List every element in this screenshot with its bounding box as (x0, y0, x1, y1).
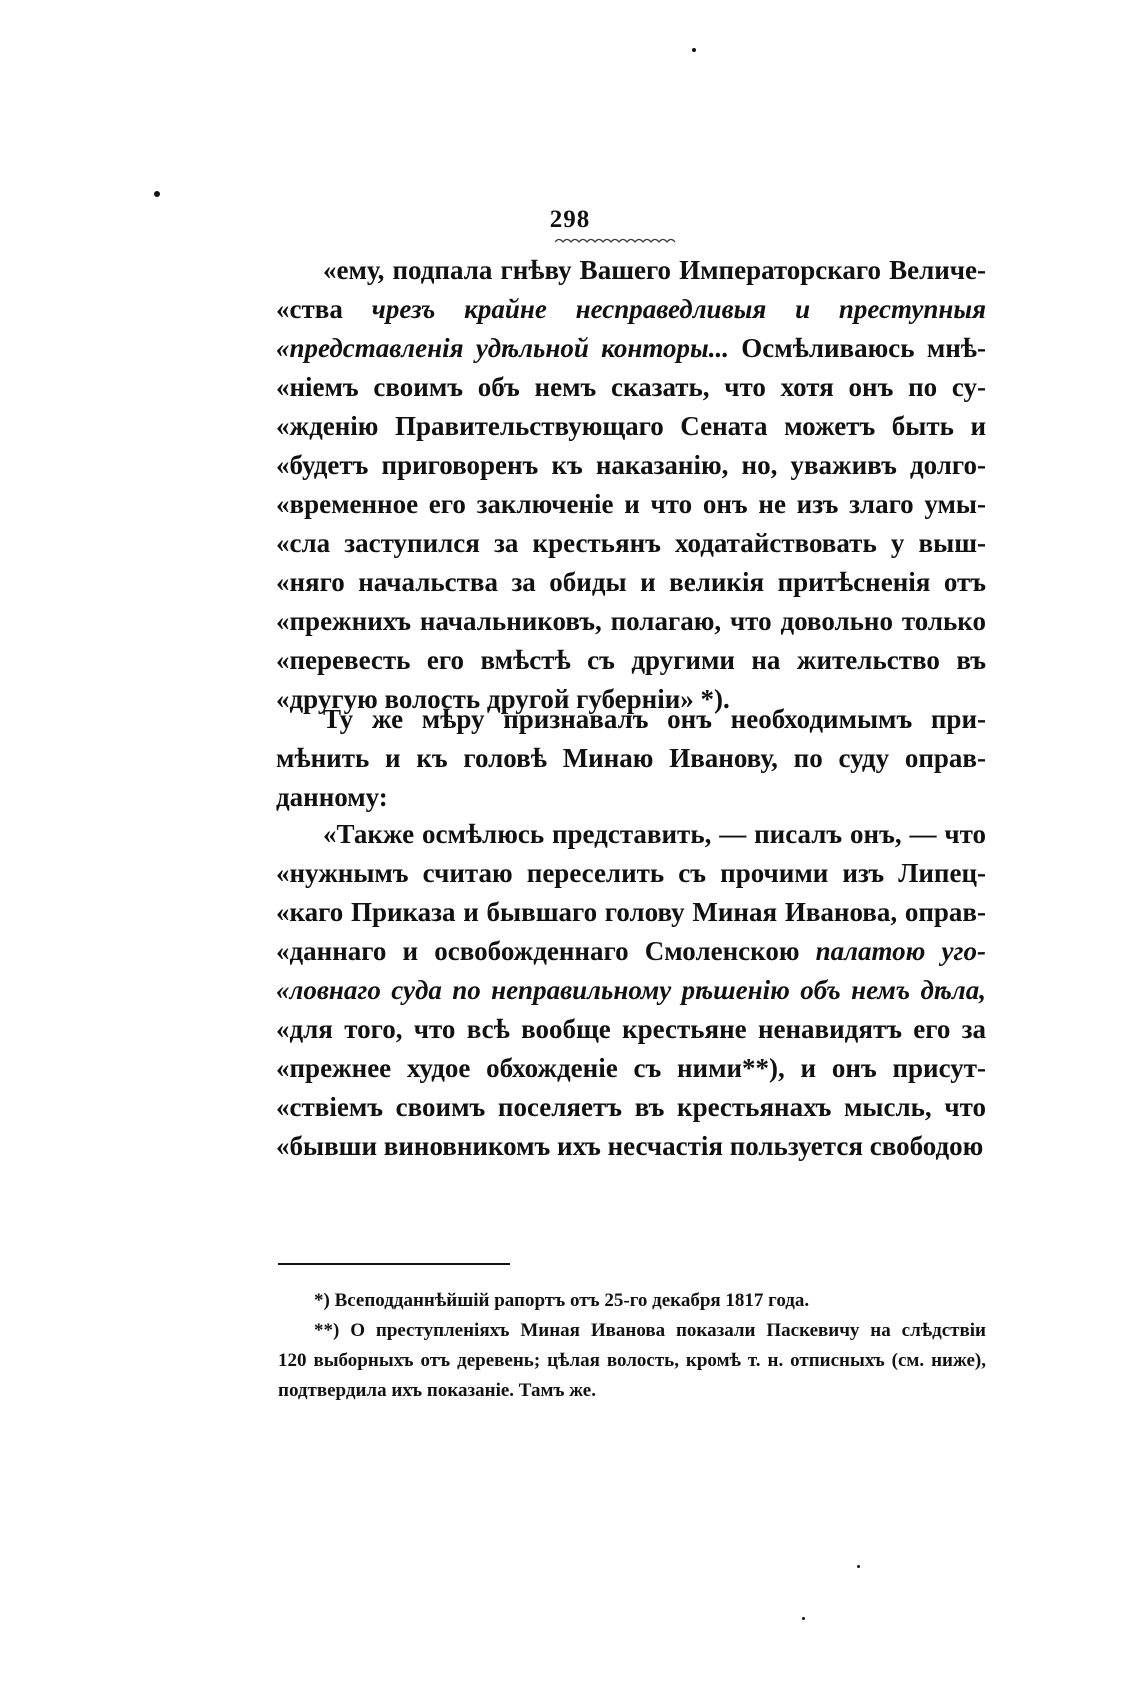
text-line (276, 854, 986, 893)
quotation-paragraph-2 (276, 815, 986, 1166)
text-segment: «прежнихъ начальниковъ, полагаю, что довольно только (276, 606, 986, 636)
text-segment: «даннаго и освобожденнаго Смоленскою (276, 936, 816, 966)
text-line (276, 251, 986, 290)
text-segment: данному: (276, 782, 388, 812)
text-segment: «временное его заключеніе и что онъ не изъ злаго умы- (276, 489, 986, 519)
text-segment: мѣнить и къ головѣ Минаю Иванову, по суду оправ- (276, 743, 986, 773)
italic-text: палатою уго- (815, 936, 987, 966)
page-number-ornament (555, 236, 695, 244)
text-segment: «сла заступился за крестьянъ ходатайствовать у выш- (276, 528, 986, 558)
footnote-2-continued: подтвердила ихъ показаніе. Тамъ же. (278, 1380, 596, 1401)
text-line (276, 602, 986, 641)
text-segment: «няго начальства за обиды и великія притѣсненія отъ (276, 567, 986, 597)
text-line (276, 485, 986, 524)
text-line (276, 407, 986, 446)
text-line (276, 893, 986, 932)
text-segment: «Также осмѣлюсь представить, — писалъ онъ, — что (323, 819, 986, 849)
text-line (276, 932, 986, 971)
text-line (276, 329, 986, 368)
text-line (276, 1049, 986, 1088)
footnote-2-continued: 120 выборныхъ отъ деревень; цѣлая волость, кромѣ т. н. отписныхъ (см. ниже), (278, 1350, 986, 1371)
text-segment: «ства (276, 294, 372, 324)
text-line (276, 290, 986, 329)
text-segment: «жденію Правительствующаго Сената можетъ быть и (276, 411, 986, 441)
footnote-separator (278, 1263, 510, 1265)
italic-text: чрезъ крайне несправедливыя и преступныя (371, 294, 986, 324)
text-segment: «нужнымъ считаю переселить съ прочими изъ Липец- (276, 858, 986, 888)
text-line (276, 739, 986, 778)
footnotes (278, 1286, 986, 1406)
text-segment: «для того, что всѣ вообще крестьяне ненавидятъ его за (276, 1014, 986, 1044)
text-segment: «каго Приказа и бывшаго голову Миная Иванова, оправ- (276, 897, 986, 927)
ink-speck (802, 1617, 805, 1620)
ink-speck (857, 1565, 860, 1568)
text-segment: «перевесть его вмѣстѣ съ другими на жительство въ (276, 645, 986, 675)
text-line (276, 700, 986, 739)
text-segment: «прежнее худое обхожденіе съ ними**), и онъ присут- (276, 1053, 986, 1083)
text-line (276, 1010, 986, 1049)
ink-speck (692, 48, 696, 52)
italic-text: «ловнаго суда по неправильному рѣшенію объ немъ дѣла, (276, 975, 986, 1005)
text-segment: Ту же мѣру признавалъ онъ необходимымъ при- (323, 704, 986, 734)
text-segment: «ему, подпала гнѣву Вашего Императорскаго Величе- (323, 255, 986, 285)
text-segment: «ніемъ своимъ объ немъ сказать, что хотя онъ по су- (276, 372, 986, 402)
text-line (276, 778, 986, 817)
text-segment: Осмѣливаюсь мнѣ- (728, 333, 987, 363)
text-segment: «бывши виновникомъ ихъ несчастія пользуется свободою (276, 1131, 984, 1161)
text-line (276, 368, 986, 407)
quotation-paragraph-1 (276, 251, 986, 719)
italic-text: «представленія удѣльной конторы... (276, 333, 729, 363)
text-line (276, 446, 986, 485)
text-segment: «будетъ приговоренъ къ наказанію, но, уваживъ долго- (276, 450, 986, 480)
text-line (276, 524, 986, 563)
ink-speck (154, 191, 160, 197)
footnote-2: **) О преступленіяхъ Миная Иванова показали Паскевичу на слѣдствіи (314, 1320, 986, 1341)
footnote-1: *) Всеподданнѣйшій рапортъ отъ 25-го декабря 1817 года. (314, 1290, 810, 1311)
text-segment: «другую волость другой губерніи» *). (276, 684, 730, 714)
text-line (276, 971, 986, 1010)
text-line (276, 1127, 986, 1166)
text-segment: «ствіемъ своимъ поселяетъ въ крестьянахъ мысль, что (276, 1092, 986, 1122)
narrative-paragraph (276, 700, 986, 817)
text-line (276, 641, 986, 680)
text-line (276, 1088, 986, 1127)
page-number: 298 (549, 206, 591, 233)
text-line (276, 563, 986, 602)
text-line (276, 815, 986, 854)
